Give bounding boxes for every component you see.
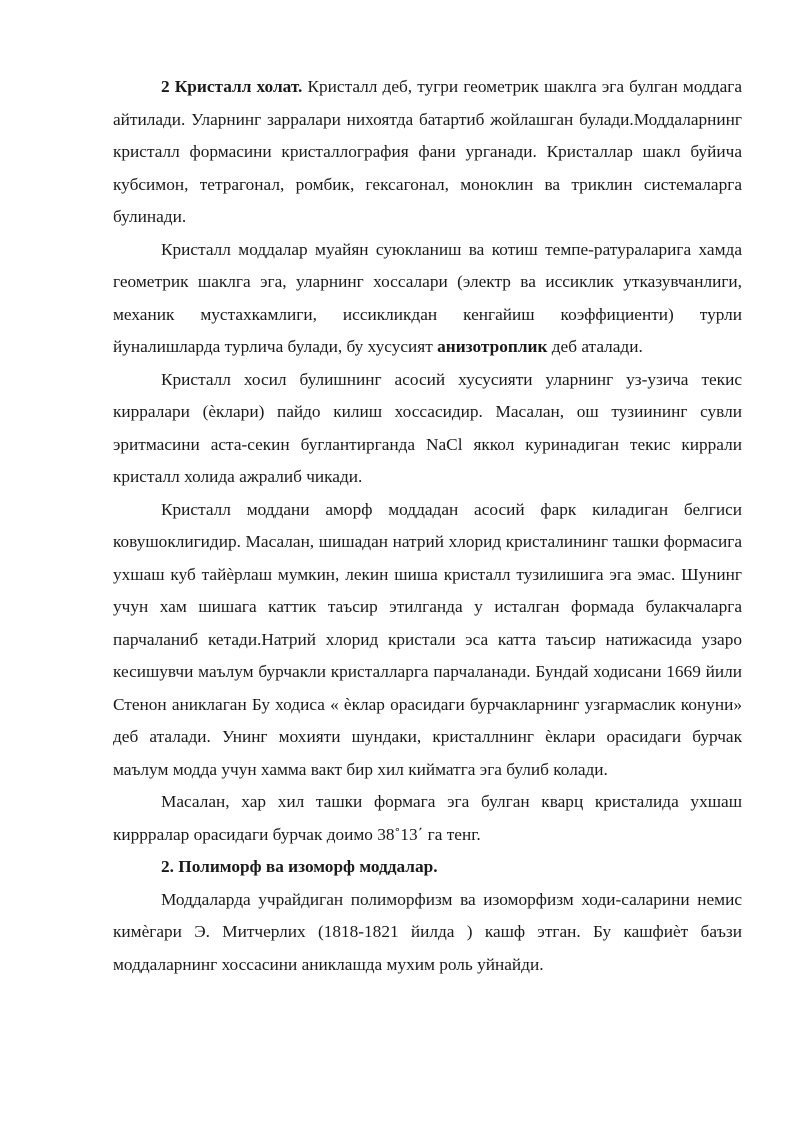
paragraph-text: Моддаларда учрайдиган полиморфизм ва изоморфизм ходи-саларини немис кимѐгари Э. Митчерлих (1818-1821 йилда ) кашф этган. Бу кашфиѐт баъзи моддаларнинг хоссасини аниклашда мухим роль уйнайди. (113, 889, 742, 974)
paragraph-text: Кристалл деб, тугри геометрик шаклга эга булган моддага айтилади. Уларнинг зарралари нихоятда батартиб жойлашган булади.Моддаларнинг кристалл формасини кристаллография фани урганади. Кристаллар шакл буйича кубсимон, тетрагонал, ромбик, гексагонал, моноклин ва триклин системаларга булинади. (113, 77, 742, 226)
paragraph-crystal-state (113, 71, 742, 234)
paragraph-text: деб аталади. (547, 337, 643, 356)
paragraph-polymorphism (113, 884, 742, 982)
section-heading-polymorph: 2. Полиморф ва изоморф моддалар. (161, 857, 438, 876)
document-body (113, 71, 742, 981)
paragraph-quartz-example (113, 786, 742, 851)
paragraph-text: Кристалл хосил булишнинг асосий хусусияти уларнинг уз-узича текис кирралари (ѐклари) пайдо килиш хоссасидир. Масалан, ош тузиининг сувли эритмасини аста-секин буглантирганда NaCl яккол куринадиган текис киррали кристалл холида ажралиб чикади. (113, 369, 742, 486)
term-anisotropy: анизотроплик (437, 337, 548, 356)
paragraph-amorphous-difference (113, 494, 742, 787)
section-heading-crystal-state: 2 Кристалл холат. (161, 77, 303, 96)
paragraph-crystal-formation (113, 364, 742, 494)
paragraph-text: Кристалл моддалар муайян суюкланиш ва котиш темпе-ратураларига хамда геометрик шаклга эга, уларнинг хоссалари (электр ва иссиклик утказувчанлиги, механик мустахкамлиги, иссикликдан кенгайиш коэффициенти) турли йуналишларда турлича булади, бу хусусият (113, 239, 742, 356)
paragraph-crystal-properties (113, 234, 742, 364)
paragraph-text: Масалан, хар хил ташки формага эга булган кварц кристалида ухшаш киррралар орасидаги бурчак доимо 38˚13΄ га тенг. (113, 792, 742, 844)
paragraph-text: Кристалл моддани аморф моддадан асосий фарк киладиган белгиси ковушоклигидир. Масалан, шишадан натрий хлорид кристалининг ташки формасига ухшаш куб тайѐрлаш мумкин, лекин шиша кристалл тузилишига эга эмас. Шунинг учун хам шишага каттик таъсир этилганда у исталган формада булакчаларга парчаланиб кетади.Натрий хлорид кристали эса катта таъсир натижасида узаро кесишувчи маълум бурчакли кристалларга парчаланади. Бундай ходисани 1669 йили Стенон аниклаган Бу ходиса « ѐклар орасидаги бурчакларнинг узгармаслик конуни» деб аталади. Унинг мохияти шундаки, кристаллнинг ѐклари орасидаги бурчак маълум модда учун хамма вакт бир хил кийматга эга булиб колади. (113, 499, 742, 779)
